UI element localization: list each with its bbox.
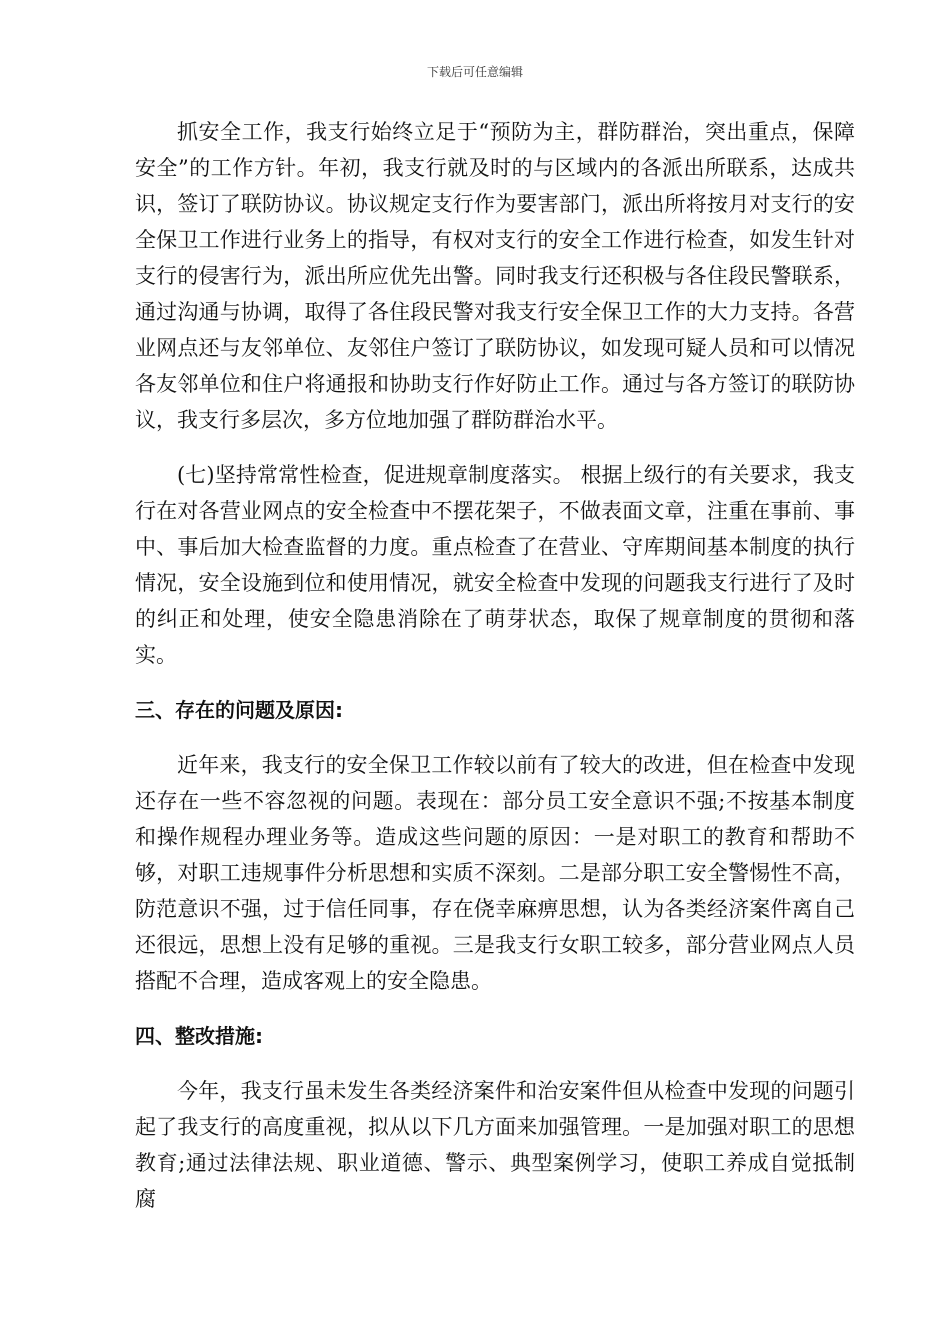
paragraph-problems-causes: 近年来，我支行的安全保卫工作较以前有了较大的改进，但在检查中发现还存在一些不容忽视的问题。表现在：部分员工安全意识不强;不按基本制度和操作规程办理业务等。造成这些问题的原因：一是对职工的教育和帮助不够，对职工违规事件分析思想和实质不深刻。二是部分职工安全警惕性不高，防范意识不强，过于信任同事，存在侥幸麻痹思想，认为各类经济案件离自己还很远，思想上没有足够的重视。三是我支行女职工较多，部分营业网点人员搭配不合理，造成客观上的安全隐患。 <box>135 753 855 993</box>
page-header-note: 下载后可任意编辑 <box>426 65 523 79</box>
section-title-rectification: 四、整改措施: <box>135 1024 263 1048</box>
document-body <box>135 114 855 1217</box>
paragraph-regular-inspection: (七)坚持常常性检查，促进规章制度落实。 根据上级行的有关要求，我支行在对各营业网点的安全检查中不摆花架子，不做表面文章，注重在事前、事中、事后加大检查监督的力度。重点检查了在营业、守库期间基本制度的执行情况，安全设施到位和使用情况，就安全检查中发现的问题我支行进行了及时的纠正和处理，使安全隐患消除在了萌芽状态，取保了规章制度的贯彻和落实。 <box>135 463 855 667</box>
paragraph-joint-defense: 抓安全工作，我支行始终立足于“预防为主，群防群治，突出重点，保障安全”的工作方针。年初，我支行就及时的与区域内的各派出所联系，达成共识，签订了联防协议。协议规定支行作为要害部门，派出所将按月对支行的安全保卫工作进行业务上的指导，有权对支行的安全工作进行检查，如发生针对支行的侵害行为，派出所应优先出警。同时我支行还积极与各住段民警联系，通过沟通与协调，取得了各住段民警对我支行安全保卫工作的大力支持。各营业网点还与友邻单位、友邻住户签订了联防协议，如发现可疑人员和可以情况各友邻单位和住户将通报和协助支行作好防止工作。通过与各方签订的联防协议，我支行多层次，多方位地加强了群防群治水平。 <box>135 120 855 432</box>
section-title-problems: 三、存在的问题及原因: <box>135 698 343 722</box>
paragraph-rectification: 今年，我支行虽未发生各类经济案件和治安案件但从检查中发现的问题引起了我支行的高度重视，拟从以下几方面来加强管理。一是加强对职工的思想教育;通过法律法规、职业道德、警示、典型案例学习，使职工养成自觉抵制腐 <box>135 1079 855 1211</box>
